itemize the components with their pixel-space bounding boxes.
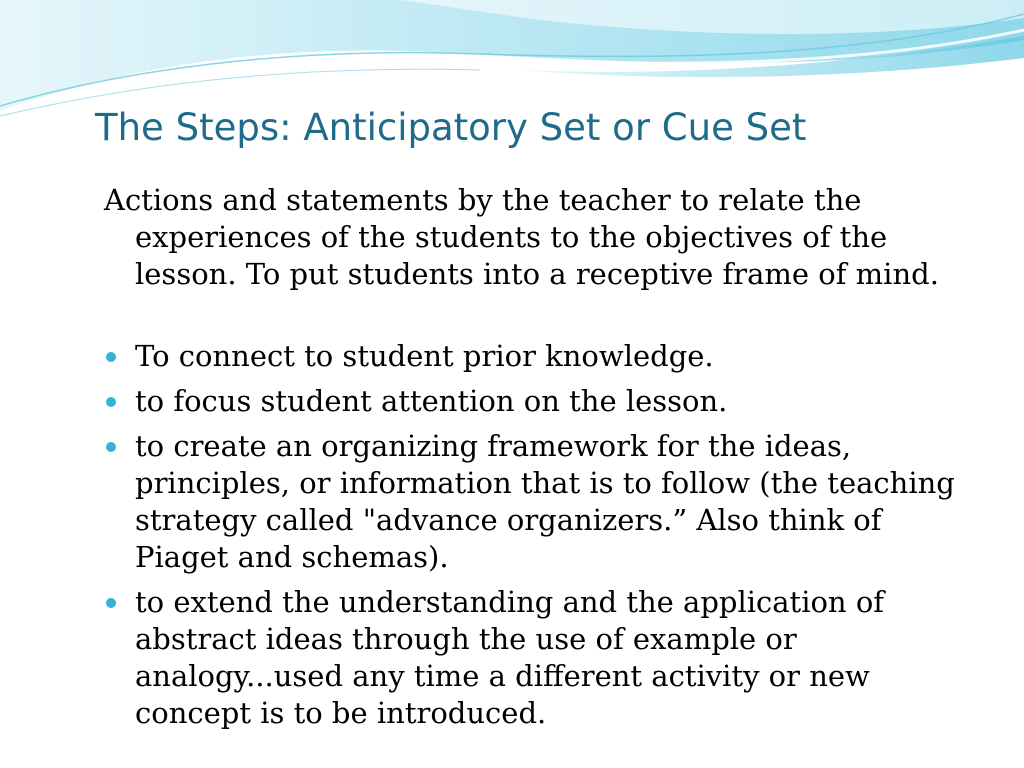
bullet-item bbox=[104, 584, 984, 732]
bullet-text: to focus student attention on the lesson. bbox=[135, 384, 728, 418]
intro-paragraph: Actions and statements by the teacher to relate the experiences of the students to the objectives of the lesson. To put students into a receptive frame of mind. bbox=[104, 183, 939, 291]
slide-body bbox=[104, 182, 984, 740]
bullet-item bbox=[104, 383, 984, 420]
bullet-dot-icon bbox=[106, 442, 116, 452]
bullet-list bbox=[104, 338, 984, 732]
bullet-item bbox=[104, 428, 984, 576]
bullet-text: to create an organizing framework for the ideas, principles, or information that is to follow (the teaching strategy called "advance organizers.” Also think of Piaget and schemas). bbox=[135, 429, 955, 574]
bullet-item bbox=[104, 338, 984, 375]
bullet-text: To connect to student prior knowledge. bbox=[135, 339, 714, 373]
bullet-dot-icon bbox=[106, 397, 116, 407]
bullet-dot-icon bbox=[106, 352, 116, 362]
slide-title: The Steps: Anticipatory Set or Cue Set bbox=[95, 106, 807, 149]
bullet-dot-icon bbox=[106, 598, 116, 608]
bullet-text: to extend the understanding and the application of abstract ideas through the use of example or analogy...used any time a different activity or new concept is to be introduced. bbox=[135, 585, 885, 730]
